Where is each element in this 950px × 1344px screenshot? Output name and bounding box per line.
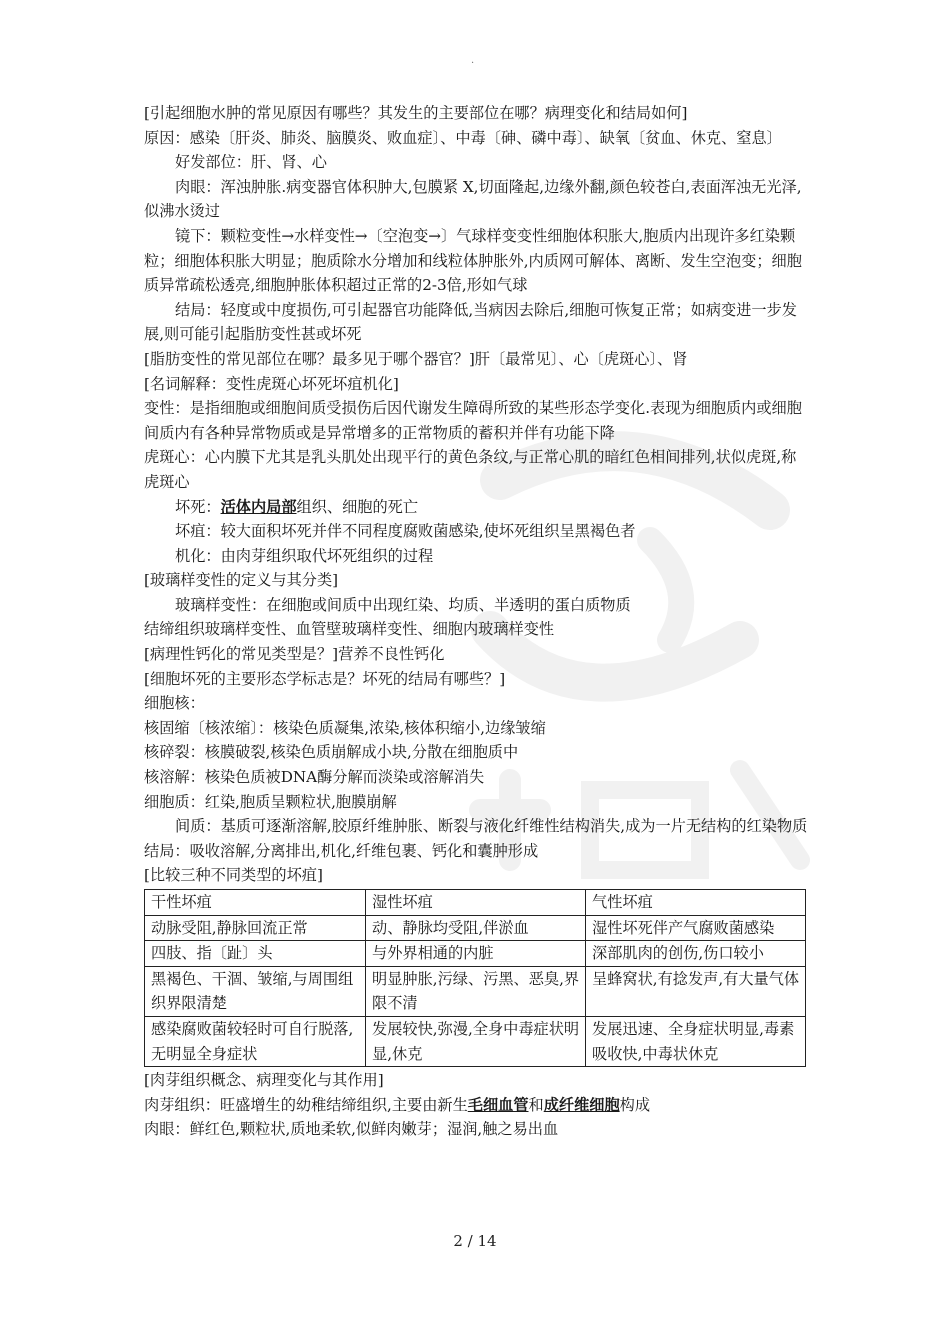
table-row xyxy=(145,966,806,1016)
necrosis-emphasis: 活体内局部 xyxy=(220,497,297,516)
text-causes: 原因：感染〔肝炎、肺炎、脑膜炎、败血症〕、中毒〔砷、磷中毒〕、缺氧〔贫血、休克、窒息〕 xyxy=(144,128,782,147)
table-cell: 发展较快,弥漫,全身中毒症状明显,休克 xyxy=(366,1016,586,1066)
question-gangrene-compare: [比较三种不同类型的坏疽] xyxy=(144,866,323,885)
text-stroma: 间质：基质可逐渐溶解,胶原纤维肿胀、断裂与液化纤维性结构消失,成为一片无结构的红染物质 xyxy=(175,817,808,836)
table-cell: 黑褐色、干涸、皱缩,与周围组织界限清楚 xyxy=(145,966,366,1016)
emphasis-fibroblasts: 成纤维细胞 xyxy=(543,1095,620,1114)
table-cell: 明显肿胀,污绿、污黑、恶臭,界限不清 xyxy=(366,966,586,1016)
table-cell: 湿性坏死伴产气腐败菌感染 xyxy=(586,915,806,941)
text-gross: 肉眼：浑浊肿胀.病变器官体积肿大,包膜紧 X,切面隆起,边缘外翻,颜色较苍白,表面浑浊无光泽,似沸水烫过 xyxy=(144,177,802,221)
text-hyaline-types: 结缔组织玻璃样变性、血管壁玻璃样变性、细胞内玻璃样变性 xyxy=(144,620,555,639)
table-header-cell: 干性坏疽 xyxy=(145,890,366,916)
text-karyolysis: 核溶解：核染色质被DNA酶分解而淡染或溶解消失 xyxy=(144,768,485,787)
table-header-cell: 气性坏疽 xyxy=(586,890,806,916)
table-row xyxy=(145,941,806,967)
text-granulation-def: 肉芽组织：旺盛增生的幼稚结缔组织,主要由新生毛细血管和成纤维细胞构成 xyxy=(144,1095,651,1114)
document-body xyxy=(144,101,808,1142)
table-cell: 动脉受阻,静脉回流正常 xyxy=(145,915,366,941)
question-hyaline: [玻璃样变性的定义与其分类] xyxy=(144,571,339,590)
table-cell: 动、静脉均受阻,伴淤血 xyxy=(366,915,586,941)
text-pyknosis: 核固缩〔核浓缩〕：核染色质凝集,浓染,核体积缩小,边缘皱缩 xyxy=(144,718,546,737)
text-granulation-gross: 肉眼：鲜红色,颗粒状,质地柔软,似鲜肉嫩芽；湿润,触之易出血 xyxy=(144,1120,559,1139)
table-header-cell: 湿性坏疽 xyxy=(366,890,586,916)
page-number: 2 / 14 xyxy=(453,1232,497,1250)
text-nucleus: 细胞核： xyxy=(144,694,205,713)
question-cell-edema: [引起细胞水肿的常见原因有哪些？其发生的主要部位在哪？病理变化和结局如何] xyxy=(144,104,688,122)
question-necrosis-markers: [细胞坏死的主要形态学标志是？坏死的结局有哪些？] xyxy=(144,669,506,688)
text-tiger-heart: 虎斑心：心内膜下尤其是乳头肌处出现平行的黄色条纹,与正常心肌的暗红色相间排列,状似虎斑,称虎斑心 xyxy=(144,448,797,491)
text-hyaline-def: 玻璃样变性：在细胞或间质中出现红染、均质、半透明的蛋白质物质 xyxy=(175,595,631,614)
text-necrosis-outcome: 结局：吸收溶解,分离排出,机化,纤维包裹、钙化和囊肿形成 xyxy=(144,841,539,860)
text-karyorrhexis: 核碎裂：核膜破裂,核染色质崩解成小块,分散在细胞质中 xyxy=(144,743,519,762)
necrosis-rest: 组织、细胞的死亡 xyxy=(296,497,418,516)
necrosis-label: 坏死： xyxy=(175,497,221,516)
table-row xyxy=(145,915,806,941)
table-cell: 呈蜂窝状,有捻发声,有大量气体 xyxy=(586,966,806,1016)
table-header-row xyxy=(145,890,806,916)
gangrene-table xyxy=(144,889,806,1067)
emphasis-capillaries: 毛细血管 xyxy=(467,1095,529,1114)
text-gangrene: 坏疽：较大面积坏死并伴不同程度腐败菌感染,使坏死组织呈黑褐色者 xyxy=(175,522,636,541)
header-mark: · xyxy=(471,58,475,69)
text-necrosis xyxy=(144,495,808,520)
question-terms: [名词解释：变性虎斑心坏死坏疽机化] xyxy=(144,374,399,393)
text-outcome: 结局：轻度或中度损伤,可引起器官功能降低,当病因去除后,细胞可恢复正常；如病变进一步发展,则可能引起脂肪变性甚或坏死 xyxy=(144,300,797,344)
question-granulation: [肉芽组织概念、病理变化与其作用] xyxy=(144,1071,384,1090)
text-degeneration: 变性：是指细胞或细胞间质受损伤后因代谢发生障碍所致的某些形态学变化.表现为细胞质内或细胞间质内有各种异常物质或是异常增多的正常物质的蓄积并伴有功能下降 xyxy=(144,399,802,442)
text-microscopic: 镜下：颗粒变性→水样变性→〔空泡变→〕气球样变变性细胞体积胀大,胞质内出现许多红染颗粒；细胞体积胀大明显；胞质除水分增加和线粒体肿胀外,内质网可解体、离断、发生空泡变；细胞质异常疏松透亮,细胞肿胀体积超过正常的2-3倍,形如气球 xyxy=(144,226,802,295)
table-cell: 感染腐败菌较轻时可自行脱落,无明显全身症状 xyxy=(145,1016,366,1066)
table-cell: 发展迅速、全身症状明显,毒素吸收快,中毒状休克 xyxy=(586,1016,806,1066)
table-row xyxy=(145,1016,806,1066)
text-sites: 好发部位：肝、肾、心 xyxy=(175,153,327,172)
question-calcification: [病理性钙化的常见类型是？]营养不良性钙化 xyxy=(144,645,445,664)
text-cytoplasm: 细胞质：红染,胞质呈颗粒状,胞膜崩解 xyxy=(144,792,397,811)
table-cell: 与外界相通的内脏 xyxy=(366,941,586,967)
text-organization: 机化：由肉芽组织取代坏死组织的过程 xyxy=(175,546,434,565)
table-cell: 四肢、指〔趾〕头 xyxy=(145,941,366,967)
table-cell: 深部肌肉的创伤,伤口较小 xyxy=(586,941,806,967)
question-fatty-change: [脂肪变性的常见部位在哪？最多见于哪个器官？]肝〔最常见〕、心〔虎斑心〕、肾 xyxy=(144,349,688,368)
